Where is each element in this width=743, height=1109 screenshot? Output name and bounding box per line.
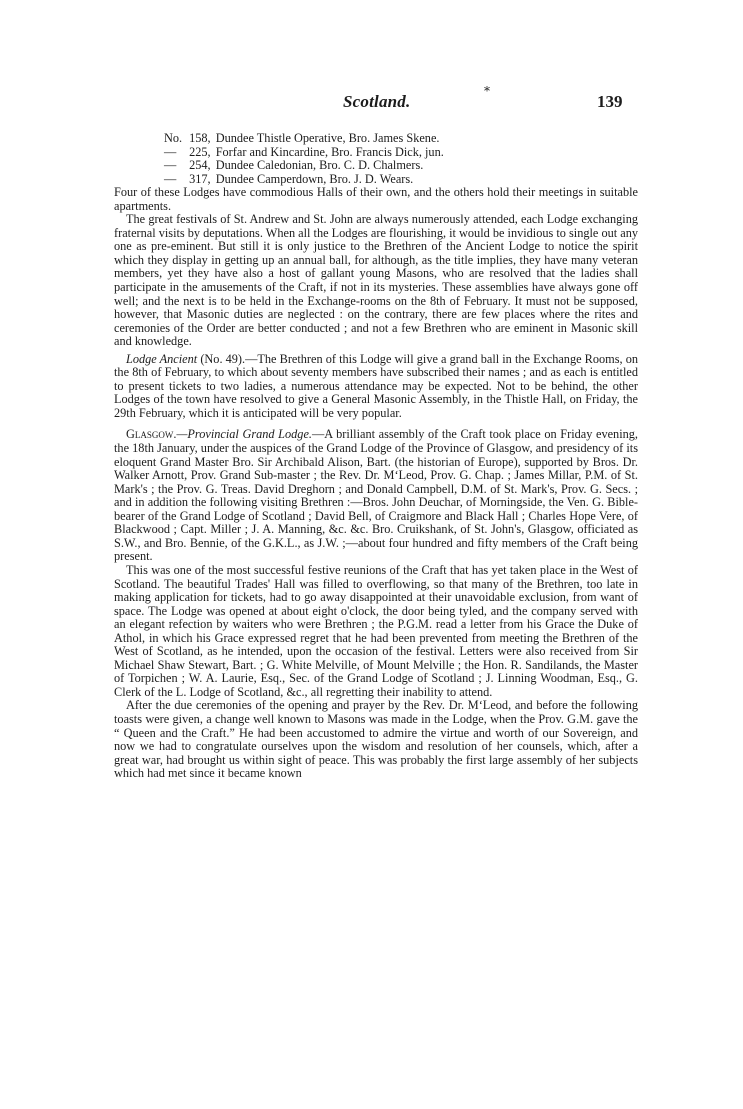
lodge-number: 158, [189, 131, 211, 145]
paragraph-text: (No. 49).—The Brethren of this Lodge will give a grand ball in the Exchange Rooms, on the 8th of February, to which about seventy members have subscribed their names ; and as each is entitled to present tickets to two ladies, a numerous attendance may be expected. Not to be behind, the other Lodges of the town have resolved to give a General Masonic Assembly, in the Thistle Hall, on Friday, the 29th February, which it is anticipated will be very popular. [114, 351, 639, 420]
lodge-text: Dundee Thistle Operative, Bro. James Skene. [215, 131, 440, 145]
paragraph [114, 428, 638, 563]
glasgow-heading: Glasgow. [126, 427, 177, 442]
paragraph: After the due ceremonies of the opening and prayer by the Rev. Dr. M‘Leod, and before the following toasts were given, a change well known to Masons was made in the Lodge, when the Prov. G.M. gave the “ Queen and the Craft.” He had been accustomed to admire the virtue and worth of our Sovereign, and now we had to congratulate ourselves upon the wisdom and resolution of her counsels, which, after a great war, had brought us within sight of peace. This was probably the first large assembly of her subjects which had met since it became known [114, 698, 638, 781]
running-head: Scotland. [343, 92, 411, 111]
lodge-number: 317, [189, 171, 211, 186]
provincial-grand-lodge-heading: —Provincial Grand Lodge. [176, 427, 312, 442]
paragraph [114, 353, 638, 421]
paragraph: Four of these Lodges have commodious Halls of their own, and the others hold their meetings in suitable apartments. [114, 185, 638, 213]
lodge-text: Dundee Camperdown, Bro. J. D. Wears. [215, 171, 414, 186]
page-number: 139 [597, 92, 623, 111]
list-item [164, 173, 638, 187]
lodge-text: Dundee Caledonian, Bro. C. D. Chalmers. [215, 158, 424, 173]
list-item [164, 146, 638, 160]
lodge-prefix: — [164, 144, 177, 159]
lodge-ancient-heading: Lodge Ancient [126, 351, 198, 366]
printer-mark: * [484, 84, 490, 98]
list-item [164, 159, 638, 173]
lodge-list [164, 132, 638, 186]
paragraph-text: —A brilliant assembly of the Craft took place on Friday evening, the 18th January, under the auspices of the Grand Lodge of the Province of Glasgow, and presidency of its eloquent Grand Master Bro. Sir Archibald Alison, Bart. (the historian of Europe), supported by Bros. Dr. Walker Arnott, Prov. Grand Sub-master ; the Rev. Dr. M‘Leod, Prov. G. Chap. ; James Millar, P.M. of St. Mark's ; the Prov. G. Treas. David Dreghorn ; and Donald Campbell, D.M. of St. Mark's, Prov. G. Secs. ; and in addition the following visiting Brethren :—Bros. John Deuchar, of Morningside, the Ven. G. Bible-bearer of the Grand Lodge of Scotland ; David Bell, of Craigmore and Black Hall ; Charles Hope Vere, of Blackwood ; Capt. Miller ; J. A. Manning, &c. &c. Bro. Cruikshank, of St. John's, Glasgow, officiated as S.W., and Bro. Bennie, of the G.K.L., as J.W. ;—about four hundred and fifty members of the Craft being present. [114, 427, 638, 564]
page-header [0, 84, 743, 120]
paragraph: This was one of the most successful festive reunions of the Craft that has yet taken place in the West of Scotland. The beautiful Trades' Hall was filled to overflowing, so that many of the Brethren, too late in making application for tickets, had to go away disappointed at their unavoidable exclusion, from want of space. The Lodge was opened at about eight o'clock, the door being tyled, and the company served with an elegant refection by waiters who were Brethren ; the P.G.M. read a letter from his Grace the Duke of Athol, in which his Grace expressed regret that he had been prevented from meeting the Brethren of the West of Scotland, as he intended, upon the occasion of the festival. Letters were also received from Sir Michael Shaw Stewart, Bart. ; G. White Melville, of Mount Melville ; the Hon. R. Sandilands, the Master of Torpichen ; W. A. Laurie, Esq., Sec. of the Grand Lodge of Scotland ; J. Linning Woodman, Esq., G. Clerk of the L. Lodge of Scotland, &c., all regretting their inability to attend. [114, 562, 638, 699]
lodge-prefix: — [164, 158, 177, 173]
lodge-number: 254, [189, 158, 211, 173]
list-item [164, 132, 638, 146]
paragraph: The great festivals of St. Andrew and St. John are always numerously attended, each Lodge exchanging fraternal visits by deputations. When all the Lodges are flourishing, it would be invidious to single out any one as pre-eminent. But still it is only justice to the Brethren of the Ancient Lodge to notice the spirit which they display in getting up an annual ball, for although, as the title implies, they have many veteran members, yet they have also a host of gallant young Masons, who are resolved that the ladies shall participate in the amusements of the Craft, if not in its mysteries. These assemblies have always gone off well; and the next is to be held in the Exchange-rooms on the 8th of February. It must not be supposed, however, that Masonic duties are neglected : on the contrary, there are few places where the rites and ceremonies of the Order are better conducted ; and not a few Brethren who are eminent in Masonic skill and knowledge. [114, 212, 639, 349]
page-body [114, 132, 638, 781]
lodge-prefix: — [164, 171, 177, 186]
lodge-number: 225, [189, 144, 211, 159]
lodge-text: Forfar and Kincardine, Bro. Francis Dick, jun. [215, 144, 444, 159]
lodge-prefix: No. [164, 131, 183, 145]
